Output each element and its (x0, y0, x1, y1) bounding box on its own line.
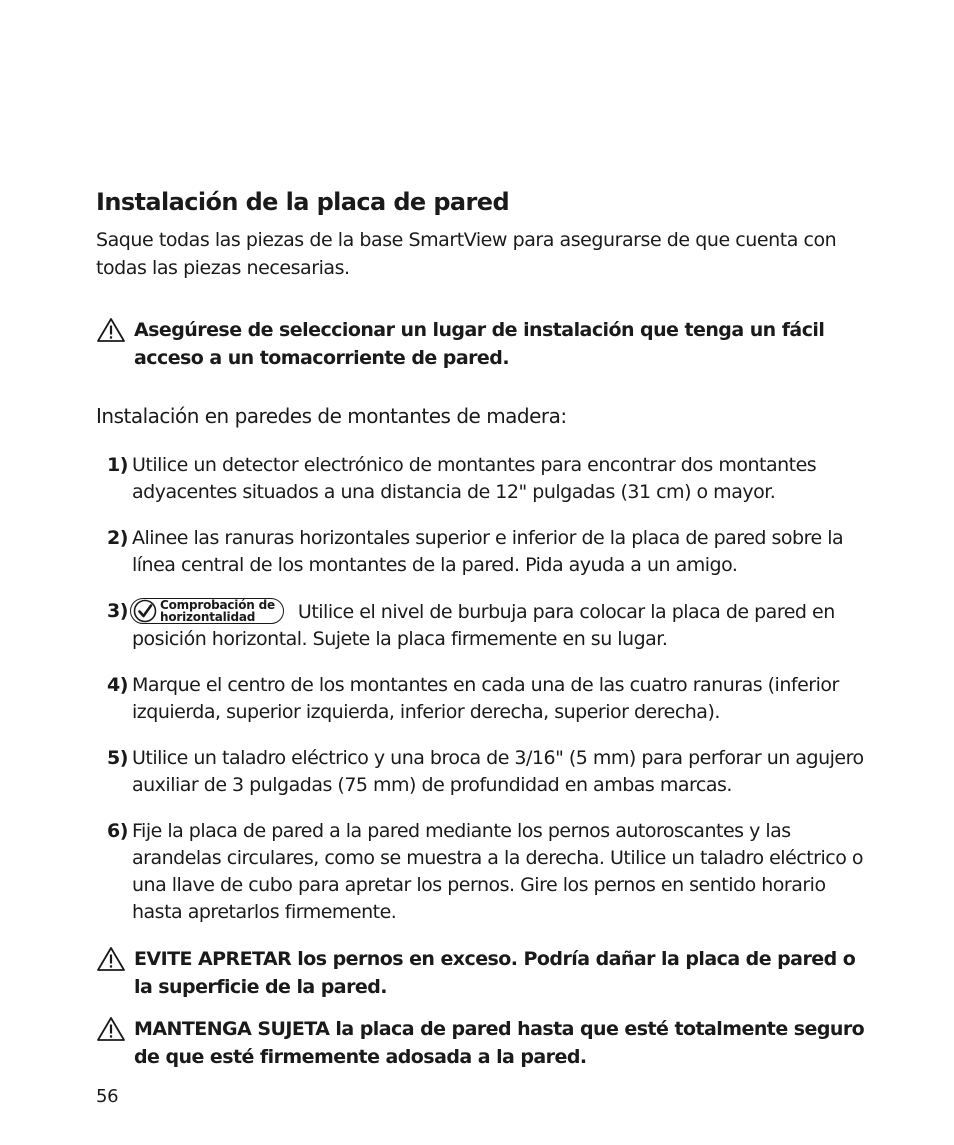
step-item (96, 672, 866, 726)
step-number: 3) (107, 600, 128, 622)
step-number: 5) (107, 747, 128, 769)
step-text: Utilice el nivel de burbuja para colocar la placa de pared en posición horizontal. Sujete la placa firmemente en su lugar. (132, 601, 835, 650)
step-number: 1) (107, 454, 128, 476)
section-title: Instalación de la placa de pared (96, 188, 510, 216)
warning-triangle-icon (96, 317, 126, 343)
badge-label: Comprobación de horizontalidad (160, 598, 275, 624)
warning-text: Asegúrese de seleccionar un lugar de instalación que tenga un fácil acceso a un tomacorriente de pared. (134, 319, 825, 369)
step-text: Marque el centro de los montantes en cada una de las cuatro ranuras (inferior izquierda, superior izquierda, inferior derecha, superior derecha). (132, 674, 839, 723)
warning-overtighten (96, 945, 866, 1001)
step-text: Utilice un detector electrónico de montantes para encontrar dos montantes adyacentes situados a una distancia de 12" pulgadas (31 cm) o mayor. (132, 454, 817, 503)
step-item (96, 745, 866, 799)
step-item (96, 452, 866, 506)
step-item (96, 598, 866, 653)
steps-list (96, 452, 866, 926)
step-item (96, 818, 866, 926)
step-text: Fije la placa de pared a la pared mediante los pernos autoroscantes y las arandelas circulares, como se muestra a la derecha. Utilice un taladro eléctrico o una llave de cubo para apretar los pernos. Gire los pernos en sentido horario hasta apretarlos firmemente. (132, 820, 863, 923)
checkmark-circle-icon (133, 599, 157, 623)
step-item (96, 525, 866, 579)
warning-hold-plate (96, 1015, 866, 1071)
level-check-badge (130, 598, 284, 624)
step-number: 4) (107, 674, 128, 696)
warning-triangle-icon (96, 946, 126, 972)
step-text: Alinee las ranuras horizontales superior e inferior de la placa de pared sobre la línea central de los montantes de la pared. Pida ayuda a un amigo. (132, 527, 844, 576)
page-number: 56 (96, 1086, 119, 1107)
subheading: Instalación en paredes de montantes de madera: (96, 404, 567, 428)
step-number: 2) (107, 527, 128, 549)
step-number: 6) (107, 820, 128, 842)
warning-triangle-icon (96, 1016, 126, 1042)
warning-install-location (96, 316, 866, 372)
warning-text: MANTENGA SUJETA la placa de pared hasta que esté totalmente seguro de que esté firmemente adosada a la pared. (134, 1018, 865, 1068)
warning-text: EVITE APRETAR los pernos en exceso. Podría dañar la placa de pared o la superficie de la pared. (134, 948, 856, 998)
page-content (96, 186, 866, 1071)
step-text: Utilice un taladro eléctrico y una broca de 3/16" (5 mm) para perforar un agujero auxiliar de 3 pulgadas (75 mm) de profundidad en ambas marcas. (132, 747, 864, 796)
intro-paragraph: Saque todas las piezas de la base SmartView para asegurarse de que cuenta con todas las piezas necesarias. (96, 229, 837, 279)
